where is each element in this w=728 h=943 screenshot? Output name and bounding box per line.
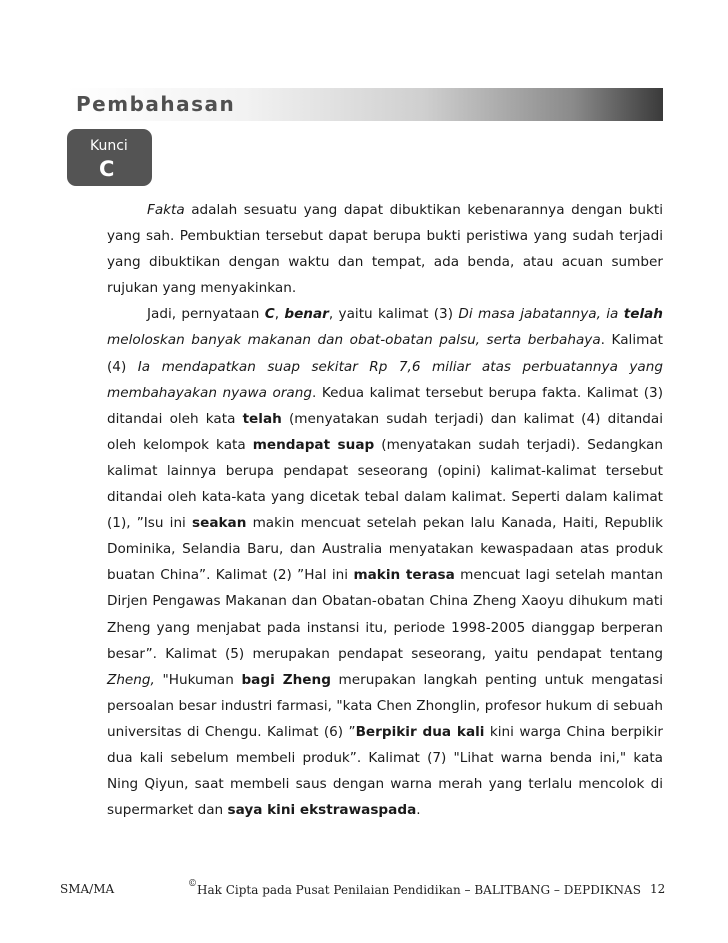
text-run: , yaitu kalimat (3): [328, 306, 459, 323]
paragraph-fakta-definition: [107, 197, 663, 301]
section-title: Pembahasan: [76, 92, 236, 116]
copyright-symbol: ©: [188, 879, 197, 889]
text-run: (menyatakan sudah terjadi). Sedangkan kalimat lainnya berupa pendapat seseorang (opini) kalimat-kalimat tersebut ditandai oleh kata-kata yang dicetak tebal dalam kalimat. Seperti dalam kalimat (1), ”Isu ini: [107, 436, 663, 532]
text-run: merupakan langkah penting untuk mengatasi persoalan besar industri farmasi, "kata Chen Zhonglin, profesor hukum di sebuah universitas di Chengu. Kalimat (6) ”: [107, 671, 663, 740]
text-run: .: [416, 802, 421, 819]
emphasized-text: seakan: [192, 515, 247, 532]
text-run: adalah sesuatu yang dapat dibuktikan kebenarannya dengan bukti yang sah. Pembuktian tersebut dapat berupa bukti peristiwa yang sudah terjadi yang dibuktikan dengan waktu dan tempat, ada benda, atau acuan sumber rujukan yang menyakinkan.: [107, 202, 663, 297]
text-run: (menyatakan sudah terjadi) dan kalimat (4) ditandai oleh kelompok kata: [107, 410, 663, 453]
emphasized-text: benar: [284, 306, 329, 323]
emphasized-text: telah: [623, 306, 663, 323]
emphasized-text: Berpikir dua kali: [355, 723, 485, 740]
text-run: . Kedua kalimat tersebut berupa fakta. Kalimat (3) ditandai oleh kata: [107, 384, 663, 427]
emphasized-text: Zheng,: [107, 671, 155, 688]
text-run: . Kalimat (4): [107, 332, 664, 375]
paragraph-explanation: [107, 301, 663, 823]
footer-copyright: [188, 879, 641, 897]
text-run: kini warga China berpikir dua kali sebelum membeli produk”. Kalimat (7) "Lihat warna benda ini," kata Ning Qiyun, saat membeli saus dengan warna merah yang terlalu mencolok di supermarket dan: [107, 723, 663, 819]
answer-key-box: [67, 129, 152, 186]
emphasized-text: makin terasa: [353, 567, 455, 584]
emphasized-text: Ia mendapatkan suap sekitar Rp 7,6 miliar atas perbuatannya yang membahayakan nyawa orang: [107, 358, 663, 401]
footer-level: SMA/MA: [60, 882, 115, 896]
emphasized-text: bagi Zheng: [241, 671, 331, 688]
answer-key-value: C: [99, 157, 115, 181]
text-run: makin mencuat setelah pekan lalu Kanada, Haiti, Republik Dominika, Selandia Baru, dan Australia menyatakan kewaspadaan atas produk buatan China”. Kalimat (2) ”Hal ini: [107, 515, 663, 584]
text-run: "Hukuman: [154, 671, 242, 688]
emphasized-text: meloloskan banyak makanan dan obat-obatan palsu, serta berbahaya: [107, 332, 601, 349]
emphasized-text: telah: [242, 410, 282, 427]
text-run: Jadi, pernyataan: [147, 306, 265, 323]
page-number: 12: [650, 882, 666, 896]
explanation-text: [107, 197, 663, 823]
text-run: mencuat lagi setelah mantan Dirjen Pengawas Makanan dan Obatan-obatan China Zheng Xaoyu dihukum mati Zheng yang menjabat pada instansi itu, periode 1998-2005 dianggap berperan besar”. Kalimat (5) merupakan pendapat seseorang, yaitu pendapat tentang: [107, 567, 664, 662]
emphasized-text: saya kini ekstrawaspada: [227, 802, 417, 819]
emphasized-text: mendapat suap: [252, 436, 375, 453]
answer-key-label: Kunci: [90, 138, 128, 154]
footer-copyright-text: Hak Cipta pada Pusat Penilaian Pendidikan – BALITBANG – DEPDIKNAS: [197, 883, 641, 897]
emphasized-text: Di masa jabatannya, ia: [458, 306, 624, 323]
emphasized-text: Fakta: [147, 202, 185, 218]
text-run: ,: [274, 306, 285, 323]
emphasized-text: C: [264, 306, 275, 323]
